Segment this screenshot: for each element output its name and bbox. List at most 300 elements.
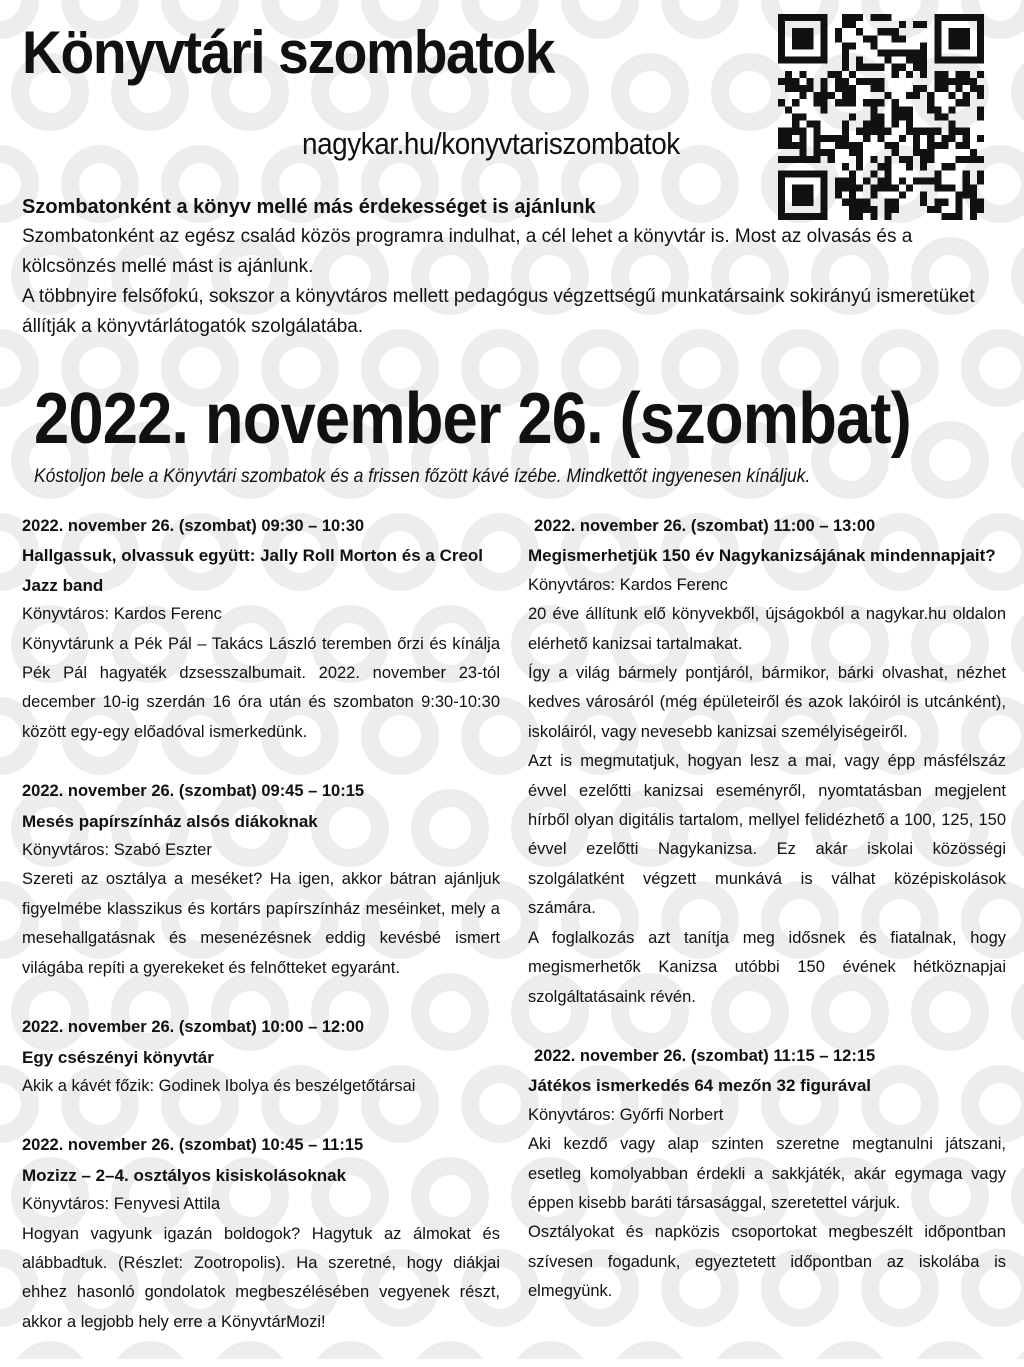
intro-paragraph-1: Szombatonként az egész család közös programra indulhat, a cél lehet a könyvtár is. Most az olvasás és a kölcsönzés mellé mást is ajánlunk. xyxy=(22,226,913,277)
qr-module xyxy=(948,28,955,35)
qr-module xyxy=(814,99,821,106)
event-description: Osztályokat és napközis csoportokat megbeszélt időpontban szívesen fogadunk, egyeztetett időpontban az iskolába is elmegyünk. xyxy=(528,1223,1006,1301)
event-title: Hallgassuk, olvassuk együtt: Jally Roll Morton és a Creol Jazz band xyxy=(22,546,484,595)
qr-module xyxy=(863,64,870,71)
qr-module xyxy=(906,184,913,191)
qr-module xyxy=(821,78,828,85)
qr-module xyxy=(799,14,806,21)
qr-module xyxy=(842,57,849,64)
qr-module xyxy=(877,64,884,71)
qr-module xyxy=(948,42,955,49)
event-description: Hogyan vagyunk igazán boldogok? Hagytuk az álmokat és alábbadtuk. (Részlet: Zootropolis). Ha szeretné, hogy diákjai ehhez hasonló gondolatok megbeszélésében vegyenek részt, akkor a legjobb hely erre a KönyvtárMozi! xyxy=(22,1224,500,1331)
qr-module xyxy=(877,14,884,21)
qr-module xyxy=(906,128,913,135)
qr-module xyxy=(821,28,828,35)
qr-module xyxy=(778,156,785,163)
qr-module xyxy=(892,28,899,35)
qr-module xyxy=(885,128,892,135)
event-paper-theatre xyxy=(22,777,500,983)
qr-module xyxy=(863,177,870,184)
qr-module xyxy=(977,14,984,21)
qr-module xyxy=(920,57,927,64)
qr-module xyxy=(948,78,955,85)
qr-module xyxy=(920,156,927,163)
qr-module xyxy=(828,71,835,78)
qr-module xyxy=(892,99,899,106)
qr-module xyxy=(849,85,856,92)
qr-module xyxy=(927,135,934,142)
qr-module xyxy=(963,99,970,106)
qr-module xyxy=(814,156,821,163)
qr-module xyxy=(821,99,828,106)
qr-module xyxy=(899,113,906,120)
qr-module xyxy=(799,135,806,142)
qr-module xyxy=(792,113,799,120)
qr-module xyxy=(863,99,870,106)
qr-module xyxy=(785,85,792,92)
qr-module xyxy=(870,64,877,71)
event-time: 2022. november 26. (szombat) 11:15 – 12:15 xyxy=(534,1046,876,1065)
event-title: Játékos ismerkedés 64 mezőn 32 figurával xyxy=(528,1076,872,1096)
qr-module xyxy=(920,64,927,71)
event-description: Aki kezdő vagy alap szinten szeretne megtanulni játszani, esetleg komolyabban érdekli a sakkjáték, akár egymaga vagy éppen kisebb baráti társasággal, szeretettel várjuk. xyxy=(528,1135,1006,1212)
qr-module xyxy=(821,14,828,21)
qr-module xyxy=(977,113,984,120)
qr-module xyxy=(948,121,955,128)
qr-module xyxy=(849,71,856,78)
event-staff: Könyvtáros: Kardos Ferenc xyxy=(528,575,728,594)
qr-module xyxy=(934,35,941,42)
qr-module xyxy=(835,184,842,191)
qr-module xyxy=(877,113,884,120)
qr-module xyxy=(835,177,842,184)
qr-module xyxy=(920,163,927,170)
qr-module xyxy=(899,35,906,42)
qr-module xyxy=(948,184,955,191)
qr-module xyxy=(941,57,948,64)
qr-module xyxy=(806,78,813,85)
qr-module xyxy=(913,128,920,135)
qr-module xyxy=(892,121,899,128)
qr-module xyxy=(977,35,984,42)
qr-module xyxy=(799,57,806,64)
qr-module xyxy=(849,92,856,99)
qr-module xyxy=(828,135,835,142)
qr-module xyxy=(906,57,913,64)
event-title: Egy csészényi könyvtár xyxy=(22,1047,214,1067)
intro-section xyxy=(22,192,982,342)
qr-module xyxy=(885,163,892,170)
qr-module xyxy=(977,85,984,92)
qr-module xyxy=(892,149,899,156)
qr-module xyxy=(792,14,799,21)
qr-module xyxy=(849,177,856,184)
qr-module xyxy=(913,85,920,92)
qr-module xyxy=(934,142,941,149)
qr-module xyxy=(941,71,948,78)
qr-module xyxy=(913,142,920,149)
qr-module xyxy=(934,28,941,35)
qr-module xyxy=(785,57,792,64)
qr-module xyxy=(956,78,963,85)
qr-module xyxy=(863,35,870,42)
qr-module xyxy=(856,78,863,85)
qr-module xyxy=(842,14,849,21)
qr-module xyxy=(899,106,906,113)
qr-module xyxy=(870,14,877,21)
qr-module xyxy=(948,92,955,99)
qr-module xyxy=(920,85,927,92)
qr-module xyxy=(799,184,806,191)
qr-code-icon[interactable] xyxy=(778,14,984,220)
qr-module xyxy=(934,50,941,57)
event-title: Mesés papírszínház alsós diákoknak xyxy=(22,811,318,831)
qr-module xyxy=(934,177,941,184)
qr-module xyxy=(877,121,884,128)
qr-module xyxy=(842,99,849,106)
qr-module xyxy=(970,184,977,191)
qr-module xyxy=(778,170,785,177)
event-time: 2022. november 26. (szombat) 09:30 – 10:30 xyxy=(22,517,365,535)
qr-module xyxy=(920,71,927,78)
qr-module xyxy=(849,113,856,120)
qr-module xyxy=(941,85,948,92)
qr-module xyxy=(870,85,877,92)
qr-module xyxy=(948,128,955,135)
qr-module xyxy=(785,156,792,163)
qr-module xyxy=(785,128,792,135)
qr-module xyxy=(934,14,941,21)
qr-module xyxy=(806,57,813,64)
event-staff: Könyvtáros: Győrfi Norbert xyxy=(528,1105,724,1124)
qr-module xyxy=(792,99,799,106)
qr-module xyxy=(892,64,899,71)
qr-module xyxy=(941,142,948,149)
event-time: 2022. november 26. (szombat) 10:45 – 11:15 xyxy=(22,1136,364,1155)
qr-module xyxy=(799,170,806,177)
qr-module xyxy=(842,121,849,128)
qr-module xyxy=(885,184,892,191)
qr-module xyxy=(941,184,948,191)
qr-module xyxy=(977,50,984,57)
qr-module xyxy=(920,128,927,135)
qr-module xyxy=(856,142,863,149)
qr-module xyxy=(799,28,806,35)
qr-module xyxy=(785,78,792,85)
qr-module xyxy=(956,142,963,149)
qr-module xyxy=(849,184,856,191)
qr-module xyxy=(792,128,799,135)
qr-module xyxy=(934,113,941,120)
qr-module xyxy=(792,142,799,149)
qr-module xyxy=(892,184,899,191)
event-title: Mozizz – 2–4. osztályos kisiskolásoknak xyxy=(22,1165,347,1185)
qr-module xyxy=(956,57,963,64)
qr-module xyxy=(977,177,984,184)
qr-module xyxy=(814,142,821,149)
qr-module xyxy=(778,142,785,149)
qr-module xyxy=(920,42,927,49)
qr-module xyxy=(792,156,799,163)
qr-module xyxy=(963,184,970,191)
qr-module xyxy=(778,21,785,28)
qr-module xyxy=(934,57,941,64)
qr-module xyxy=(885,142,892,149)
qr-module xyxy=(842,135,849,142)
qr-module xyxy=(778,28,785,35)
qr-module xyxy=(814,149,821,156)
qr-module xyxy=(835,85,842,92)
qr-module xyxy=(821,85,828,92)
qr-module xyxy=(920,50,927,57)
qr-module xyxy=(814,92,821,99)
qr-module xyxy=(885,92,892,99)
qr-module xyxy=(885,57,892,64)
qr-module xyxy=(792,170,799,177)
qr-module xyxy=(842,177,849,184)
event-staff: Könyvtáros: Szabó Eszter xyxy=(22,841,212,860)
qr-module xyxy=(806,14,813,21)
qr-module xyxy=(870,99,877,106)
qr-module xyxy=(941,14,948,21)
qr-module xyxy=(963,71,970,78)
qr-module xyxy=(792,42,799,49)
qr-module xyxy=(920,149,927,156)
event-time: 2022. november 26. (szombat) 09:45 – 10:15 xyxy=(22,782,365,801)
qr-module xyxy=(814,170,821,177)
qr-module xyxy=(899,177,906,184)
event-time: 2022. november 26. (szombat) 11:00 – 13:00 xyxy=(534,517,876,535)
qr-module xyxy=(856,64,863,71)
qr-module xyxy=(892,142,899,149)
qr-module xyxy=(856,184,863,191)
qr-module xyxy=(948,163,955,170)
qr-module xyxy=(856,149,863,156)
qr-module xyxy=(934,128,941,135)
qr-module xyxy=(835,99,842,106)
qr-module xyxy=(963,78,970,85)
qr-module xyxy=(892,106,899,113)
qr-module xyxy=(799,142,806,149)
qr-module xyxy=(927,106,934,113)
qr-module xyxy=(934,106,941,113)
qr-module xyxy=(920,177,927,184)
qr-module xyxy=(806,85,813,92)
qr-module xyxy=(977,170,984,177)
qr-module xyxy=(877,28,884,35)
qr-module xyxy=(913,64,920,71)
event-description: Így a világ bármely pontjáról, bármikor, bárki olvashat, nézhet kedves városáról (még épületeiről és azok lakóiról is utcánként), iskoláiról, vagy nevesebb kanizsai személyiségeiről. xyxy=(528,664,1006,741)
qr-module xyxy=(863,121,870,128)
qr-module xyxy=(877,163,884,170)
qr-module xyxy=(849,142,856,149)
qr-module xyxy=(856,14,863,21)
qr-module xyxy=(877,135,884,142)
qr-module xyxy=(977,57,984,64)
qr-module xyxy=(778,35,785,42)
qr-module xyxy=(856,163,863,170)
qr-module xyxy=(906,106,913,113)
qr-module xyxy=(870,78,877,85)
qr-module xyxy=(963,14,970,21)
qr-module xyxy=(806,121,813,128)
qr-module xyxy=(792,57,799,64)
qr-module xyxy=(792,35,799,42)
event-description: Azt is megmutatjuk, hogyan lesz a mai, vagy épp másfélszáz évvel ezelőtti kanizsai eseményről, nyomtatásban megjelent hírből olyan digitális tartalom, mellyel felidézhető a 100, 125, 150 évvel ezelőtti Nagykanizsa. Ez akár iskolai közösségi szolgálatként végzett munkává is válhat középiskolások számára. xyxy=(528,752,1006,918)
event-staff: Könyvtáros: Kardos Ferenc xyxy=(22,605,222,624)
event-description: 20 éve állítunk elő könyvekből, újságokból a nagykar.hu oldalon elérhető kanizsai tartalmakat. xyxy=(528,605,1006,653)
qr-module xyxy=(814,57,821,64)
qr-module xyxy=(849,99,856,106)
qr-module xyxy=(806,42,813,49)
qr-module xyxy=(963,142,970,149)
qr-module xyxy=(877,184,884,191)
qr-module xyxy=(821,184,828,191)
intro-paragraph-2: A többnyire felsőfokú, sokszor a könyvtáros mellett pedagógus végzettségű munkatársaink sokirányú ismeretüket állítják a könyvtárlátogatók szolgálatába. xyxy=(22,286,975,337)
qr-module xyxy=(842,85,849,92)
qr-module xyxy=(913,149,920,156)
qr-module xyxy=(963,135,970,142)
qr-module xyxy=(806,170,813,177)
qr-module xyxy=(849,14,856,21)
qr-module xyxy=(870,156,877,163)
qr-module xyxy=(927,142,934,149)
qr-module xyxy=(778,177,785,184)
qr-module xyxy=(842,184,849,191)
qr-module xyxy=(778,128,785,135)
event-movie xyxy=(22,1131,500,1337)
qr-module xyxy=(906,156,913,163)
qr-module xyxy=(977,106,984,113)
qr-module xyxy=(956,35,963,42)
qr-module xyxy=(963,128,970,135)
qr-module xyxy=(963,57,970,64)
qr-module xyxy=(920,21,927,28)
tagline: Kóstoljon bele a Könyvtári szombatok és a frissen főzött kávé ízébe. Mindkettőt ingyenesen kínáljuk. xyxy=(34,466,811,487)
qr-module xyxy=(906,71,913,78)
qr-module xyxy=(785,14,792,21)
qr-module xyxy=(856,28,863,35)
qr-module xyxy=(849,170,856,177)
qr-module xyxy=(956,99,963,106)
qr-module xyxy=(842,92,849,99)
qr-module xyxy=(821,35,828,42)
qr-module xyxy=(821,42,828,49)
qr-module xyxy=(970,156,977,163)
qr-module xyxy=(948,14,955,21)
event-chess xyxy=(528,1042,1006,1307)
qr-module xyxy=(792,121,799,128)
qr-module xyxy=(970,85,977,92)
qr-module xyxy=(785,135,792,142)
event-description: Könyvtárunk a Pék Pál – Takács László teremben őrzi és kínálja Pék Pál hagyaték dzsesszalbumait. 2022. november 23-tól december 10-ig szerdán 16 óra után és szombaton 9:30-10:30 között egy-egy előadóval ismerkedünk. xyxy=(22,634,500,741)
qr-module xyxy=(877,85,884,92)
qr-module xyxy=(835,28,842,35)
qr-module xyxy=(948,35,955,42)
qr-module xyxy=(913,135,920,142)
qr-module xyxy=(821,57,828,64)
qr-module xyxy=(814,14,821,21)
date-banner: 2022. november 26. (szombat) xyxy=(34,379,911,459)
qr-module xyxy=(828,149,835,156)
qr-module xyxy=(814,135,821,142)
qr-module xyxy=(877,50,884,57)
left-column xyxy=(22,512,500,1367)
qr-module xyxy=(885,14,892,21)
qr-module xyxy=(778,57,785,64)
qr-module xyxy=(913,50,920,57)
qr-module xyxy=(970,57,977,64)
qr-module xyxy=(913,57,920,64)
qr-module xyxy=(927,99,934,106)
qr-module xyxy=(892,35,899,42)
qr-module xyxy=(934,42,941,49)
qr-module xyxy=(970,78,977,85)
qr-module xyxy=(934,170,941,177)
qr-module xyxy=(799,113,806,120)
event-staff: Könyvtáros: Fenyvesi Attila xyxy=(22,1195,221,1214)
qr-module xyxy=(899,135,906,142)
intro-heading: Szombatonként a könyv mellé más érdekességet is ajánlunk xyxy=(22,196,596,218)
qr-module xyxy=(906,121,913,128)
qr-module xyxy=(977,28,984,35)
qr-module xyxy=(934,85,941,92)
qr-module xyxy=(885,177,892,184)
qr-module xyxy=(799,128,806,135)
event-kanizsa-history xyxy=(528,512,1006,1012)
qr-module xyxy=(792,184,799,191)
qr-module xyxy=(856,156,863,163)
qr-module xyxy=(821,106,828,113)
qr-module xyxy=(821,92,828,99)
qr-module xyxy=(927,149,934,156)
qr-module xyxy=(956,14,963,21)
qr-module xyxy=(799,42,806,49)
qr-module xyxy=(977,71,984,78)
qr-module xyxy=(842,50,849,57)
qr-module xyxy=(948,57,955,64)
event-staff: Akik a kávét főzik: Godinek Ibolya és beszélgetőtársai xyxy=(22,1076,416,1095)
qr-module xyxy=(963,28,970,35)
right-column xyxy=(528,512,1006,1337)
qr-module xyxy=(806,35,813,42)
qr-module xyxy=(799,149,806,156)
qr-module xyxy=(885,50,892,57)
qr-module xyxy=(906,113,913,120)
qr-module xyxy=(870,121,877,128)
qr-module xyxy=(956,42,963,49)
qr-module xyxy=(885,156,892,163)
qr-module xyxy=(863,128,870,135)
qr-module xyxy=(849,42,856,49)
qr-module xyxy=(927,92,934,99)
qr-module xyxy=(849,21,856,28)
qr-module xyxy=(778,184,785,191)
qr-module xyxy=(835,142,842,149)
qr-module xyxy=(778,50,785,57)
qr-module xyxy=(842,163,849,170)
qr-module xyxy=(892,71,899,78)
qr-module xyxy=(906,163,913,170)
qr-module xyxy=(821,135,828,142)
qr-module xyxy=(899,64,906,71)
qr-module xyxy=(778,42,785,49)
qr-module xyxy=(913,177,920,184)
qr-module xyxy=(849,149,856,156)
qr-module xyxy=(785,106,792,113)
event-description: Szereti az osztálya a meséket? Ha igen, akkor bátran ajánljuk figyelmébe klasszikus és kortárs papírszínház meséinket, mely a mesehallgatásnak és mesenézésnek eddig kevésbé ismert világába repíti a gyerekeket és felnőtteket egyaránt. xyxy=(22,870,500,977)
qr-module xyxy=(863,78,870,85)
